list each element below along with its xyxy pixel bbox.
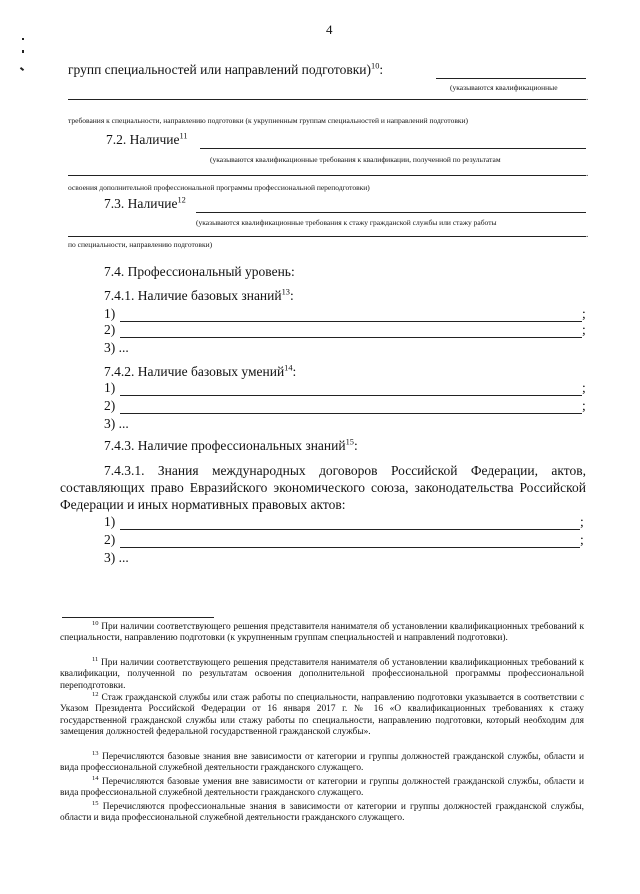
section-7-4-1: 7.4.1. Наличие базовых знаний$^{13}$:	[104, 287, 294, 303]
fill-line	[120, 395, 582, 396]
hint-note: (указываются квалификационные требования к стажу гражданской службы или стажу работы	[196, 218, 497, 227]
hint-note: требования к специальности, направлению подготовки (к укрупненным группам специальностей и направлений подготовки)	[68, 116, 469, 125]
scan-mark	[20, 67, 24, 71]
list-item: 2)	[104, 322, 116, 337]
fill-line	[120, 321, 582, 322]
fill-line	[120, 547, 580, 548]
section-7-3: 7.3. Наличие$^{12}$	[104, 195, 186, 211]
section-7-4: 7.4. Профессиональный уровень:	[104, 264, 295, 279]
fill-line	[68, 236, 586, 237]
section-7-1-continuation: групп специальностей или направлений подготовки)$^{10}$:	[68, 61, 384, 77]
scan-mark	[22, 50, 24, 53]
footnote-13: $^{13}$ Перечисляются базовые знания вне зависимости от категории и группы должностей гражданской службы, области и вида профессиональной служебной деятельности гражданского служащего.	[60, 749, 585, 774]
section-7-4-3-1: 7.4.3.1. Знания международных договоров Российской Федерации, актов, составляющих право Евразийского экономического союза, законодательства Российской Федерации и иных нормативных правовых актов:	[60, 463, 586, 512]
fill-line	[200, 148, 586, 149]
hint-note: освоения дополнительной профессиональной программы профессиональной переподготовки)	[68, 183, 370, 192]
list-item: 1)	[104, 380, 116, 395]
fill-line	[68, 99, 586, 100]
list-item: 3) ...	[104, 416, 129, 431]
hint-note: по специальности, направлению подготовки)	[68, 240, 213, 249]
footnote-14: $^{14}$ Перечисляются базовые умения вне зависимости от категории и группы должностей гражданской службы, области и вида профессиональной служебной деятельности гражданского служащего.	[60, 774, 585, 799]
list-item: 2)	[104, 398, 116, 413]
fill-line	[196, 212, 586, 213]
footnote-15: $^{15}$ Перечисляются профессиональные знания в зависимости от категории и группы должностей гражданской службы, области и вида профессиональной служебной деятельности гражданского служащего.	[60, 799, 584, 824]
list-item: 1)	[104, 514, 116, 529]
footnote-12: $^{12}$ Стаж гражданской службы или стаж работы по специальности, направлению подготовки указывается в соответствии с Указом Президента Российской Федерации от 16 января 2017 г. № 16 «О квалификационных требованиях к стажу государственной гражданской службы или стажу работы по специальности, направлению подготовки, который необходим для замещения должностей федеральной государственной гражданской службы».	[60, 690, 584, 738]
fill-line	[120, 337, 582, 338]
section-7-4-3: 7.4.3. Наличие профессиональных знаний$^{15}$:	[104, 437, 358, 453]
section-7-4-2: 7.4.2. Наличие базовых умений$^{14}$:	[104, 363, 297, 379]
fill-line	[120, 413, 582, 414]
list-item: 3) ...	[104, 340, 129, 355]
list-item: 1)	[104, 306, 116, 321]
footnote-11: $^{11}$ При наличии соответствующего решения представителя нанимателя об установлении квалификационных требований к квалификации, полученной по результатам освоения дополнительной профессиональной программы профессиональной переподготовки.	[60, 655, 584, 691]
scan-mark	[22, 38, 24, 40]
fill-line	[436, 78, 586, 79]
document-page: 4 групп специальностей или направлений подготовки)$^{10}$: (указываются квалификационные . требования к специальности, направлению подготовки (к укрупненным группам специальностей и направлений подготовки) 7.2. Наличие$^{11}$ (указываются квалификационные требования к квалификации, полученной по результатам . освоения дополнительной профессиональной программы профессиональной переподготовки) 7.3. Наличие$^{12}$ (указываются квалификационные требования к стажу гражданской службы или стажу работы . по специальности, направлению подготовки) 7.4. Профессиональный уровень: 7.4.1. Наличие базовых знаний$^{13}$: 1) ; 2) ; 3) ... 7.4.2. Наличие базовых умений$^{14}$: 1) ; 2) ; 3) ... 7.4.3. Наличие профессиональных знаний$^{15}$: 7.4.3.1. Знания международных договоров Российской Федерации, актов, составляющих право Евразийского экономического союза, законодательства Российской Федерации и иных нормативных правовых актов: 1) ; 2) ; 3) ... $^{10}$ При наличии соответствующего решения представителя нанимателя об установлении квалификационных требований к специальности, направлению подготовки (к укрупненным группам специальностей и направлений подготовки). $^{11}$ При наличии соответствующего решения представителя нанимателя об установлении квалификационных требований к квалификации, полученной по результатам освоения дополнительной профессиональной программы профессиональной переподготовки. $^{12}$ Стаж гражданской службы или стаж работы по специальности, направлению подготовки указывается в соответствии с Указом Президента Российской Федерации от 16 января 2017 г. № 16 «О квалификационных требованиях к стажу государственной гражданской службы или стажу работы по специальности, направлению подготовки, который необходим для замещения должностей федеральной государственной гражданской службы». $^{13}$ Перечисляются базовые знания вне зависимости от категории и группы должностей гражданской службы, области и вида профессиональной служебной деятельности гражданского служащего. $^{14}$ Перечисляются базовые умения вне зависимости от категории и группы должностей гражданской службы, области и вида профессиональной служебной деятельности гражданского служащего. $^{15}$ Перечисляются профессиональные знания в зависимости от категории и группы должностей гражданской службы, области и вида профессиональной служебной деятельности гражданского служащего.	[0, 0, 640, 894]
list-item: 3) ...	[104, 550, 129, 565]
hint-note: (указываются квалификационные требования к квалификации, полученной по результатам	[210, 155, 501, 164]
footnote-separator	[62, 617, 214, 618]
footnote-10: $^{10}$ При наличии соответствующего решения представителя нанимателя об установлении квалификационных требований к специальности, направлению подготовки (к укрупненным группам специальностей и направлений подготовки).	[60, 619, 584, 644]
page-number: 4	[326, 22, 333, 37]
fill-line	[68, 175, 586, 176]
fill-line	[120, 529, 580, 530]
section-7-2: 7.2. Наличие$^{11}$	[106, 131, 188, 147]
list-item: 2)	[104, 532, 116, 547]
hint-note: (указываются квалификационные	[450, 83, 558, 92]
